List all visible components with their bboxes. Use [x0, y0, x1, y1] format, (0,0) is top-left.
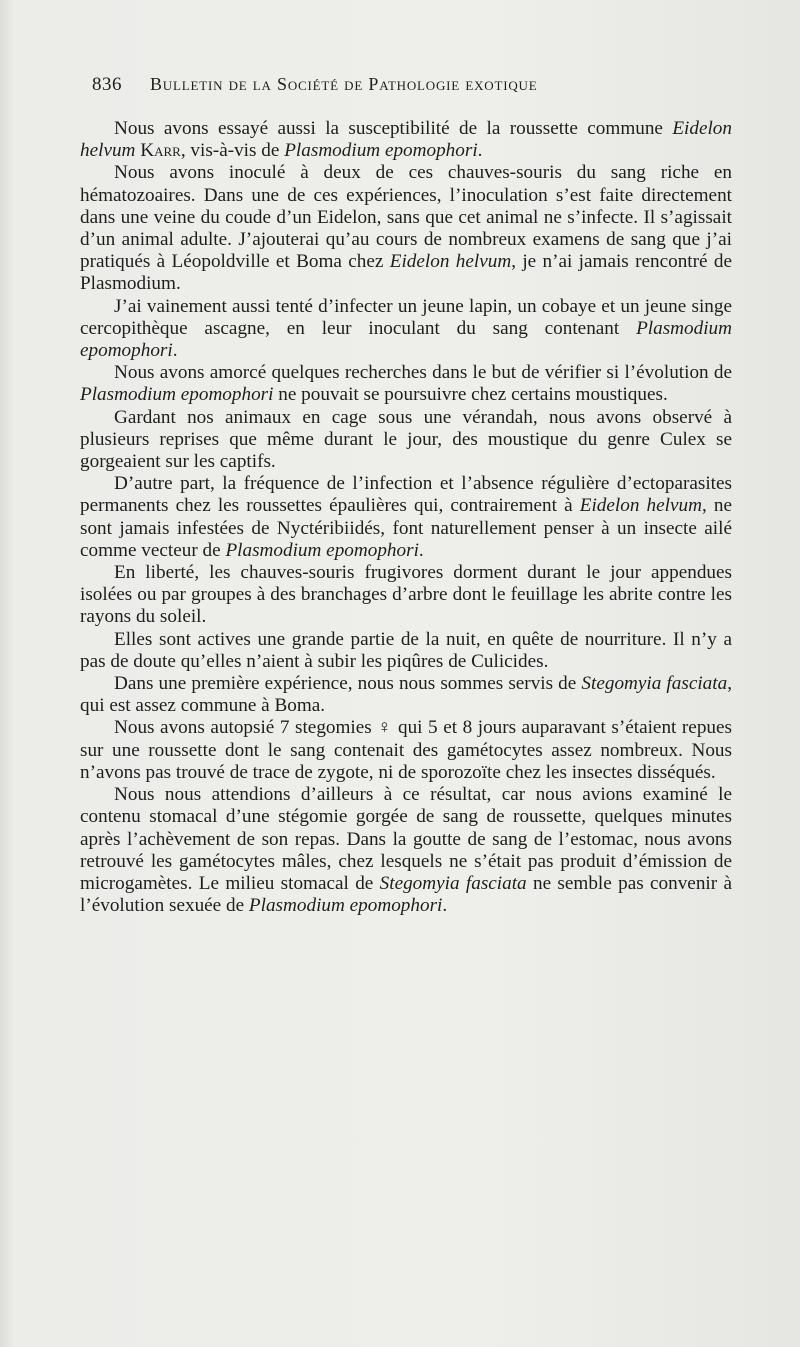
paragraph-5	[80, 407, 732, 474]
page-header	[92, 74, 652, 104]
paragraph-9	[80, 673, 732, 717]
text-run: .	[477, 140, 483, 162]
italic-text: Plasmodium epomophori	[284, 140, 478, 162]
text-run: , ne sont jamais infestées de Nyctéribiidés, font naturellement penser à un insecte ailé comme vecteur de	[80, 495, 732, 561]
italic-text: Eidelon helvum	[80, 118, 732, 162]
paragraph-11	[80, 784, 732, 917]
text-run: Nous avons inoculé à deux de ces chauves-souris du sang riche en hématozoaires. Dans une de ces expériences, l’inoculation s’est faite directement dans une veine du coude d’un Eidelon, sans que cet animal ne s’infecte. Il s’agissait d’un animal adulte. J’ajouterai qu’au cours de nombreux examens de sang que j’ai pratiqués à Léopoldville et Boma chez	[80, 162, 732, 273]
text-run: .	[442, 895, 448, 917]
italic-text: Plasmodium epomophori	[248, 895, 443, 917]
small-caps-text: Karr	[140, 140, 181, 162]
paragraph-6	[80, 473, 732, 562]
paragraph-3	[80, 296, 732, 363]
text-run: En liberté, les chauves-souris frugivores dorment durant le jour appendues isolées ou par groupes à des branchages d’arbre dont le feuillage les abrite contre les rayons du soleil.	[80, 562, 732, 628]
text-run: Nous nous attendions d’ailleurs à ce résultat, car nous avions examiné le contenu stomacal d’une stégomie gorgée de sang de roussette, quelques minutes après l’achèvement de son repas. Dans la goutte de sang de l’estomac, nous avons retrouvé les gamétocytes mâles, chez lesquels ne s’était pas produit d’émission de microgamètes. Le milieu stomacal de	[80, 784, 732, 894]
text-run: ne semble pas convenir à l’évolution sexuée de	[80, 872, 732, 917]
italic-text: Plasmodium epomophori	[80, 384, 274, 406]
text-run: J’ai vainement aussi tenté d’infecter un jeune lapin, un cobaye et un jeune singe cercopithèque ascagne, en leur inoculant du sang contenant	[80, 295, 732, 339]
text-run: Gardant nos animaux en cage sous une vérandah, nous avons observé à plusieurs reprises que même durant le jour, des moustique du genre Culex se gorgeaient sur les captifs.	[80, 406, 732, 473]
paragraph-4	[80, 362, 732, 406]
text-run: Dans une première expérience, nous nous sommes servis de	[114, 673, 582, 695]
text-run: , je n’ai jamais rencontré de Plasmodium.	[80, 251, 732, 295]
italic-text: Plasmodium epomophori	[225, 539, 419, 561]
paragraph-1	[80, 118, 732, 162]
text-run: ne pouvait se poursuivre chez certains moustiques.	[273, 384, 668, 406]
italic-text: Stegomyia fasciata	[581, 673, 728, 695]
body-text	[80, 118, 732, 917]
text-run: , vis-à-vis de	[180, 140, 285, 162]
text-run: Nous avons autopsié 7 stegomies ♀ qui 5 et 8 jours auparavant s’étaient repues sur une roussette dont le sang contenait des gamétocytes assez nombreux. Nous n’avons pas trouvé de trace de zygote, ni de sporozoïte chez les insectes disséqués.	[80, 717, 732, 783]
text-run: Nous avons essayé aussi la susceptibilité de la roussette commune	[114, 118, 673, 139]
text-run: Elles sont actives une grande partie de la nuit, en quête de nourriture. Il n’y a pas de doute qu’elles n’aient à subir les piqûres de Culicides.	[80, 628, 732, 672]
text-run: Nous avons amorcé quelques recherches dans le but de vérifier si l’évolution de	[114, 362, 732, 384]
running-title: Bulletin de la Société de Pathologie exotique	[150, 74, 538, 94]
text-run: D’autre part, la fréquence de l’infection et l’absence régulière d’ectoparasites permanents chez les roussettes épaulières qui, contrairement à	[80, 473, 732, 517]
text-run: .	[418, 539, 424, 561]
italic-text: Eidelon helvum	[389, 251, 512, 273]
italic-text: Eidelon helvum	[579, 495, 702, 517]
italic-text: Stegomyia fasciata	[379, 872, 527, 894]
text-run: , qui est assez commune à Boma.	[80, 673, 732, 717]
text-run: .	[172, 340, 178, 362]
italic-text: Plasmodium epomophori	[80, 317, 732, 362]
page-number: 836	[92, 74, 122, 95]
paragraph-7	[80, 562, 732, 629]
paragraph-10	[80, 717, 732, 784]
paragraph-8	[80, 629, 732, 673]
paragraph-2	[80, 162, 732, 295]
